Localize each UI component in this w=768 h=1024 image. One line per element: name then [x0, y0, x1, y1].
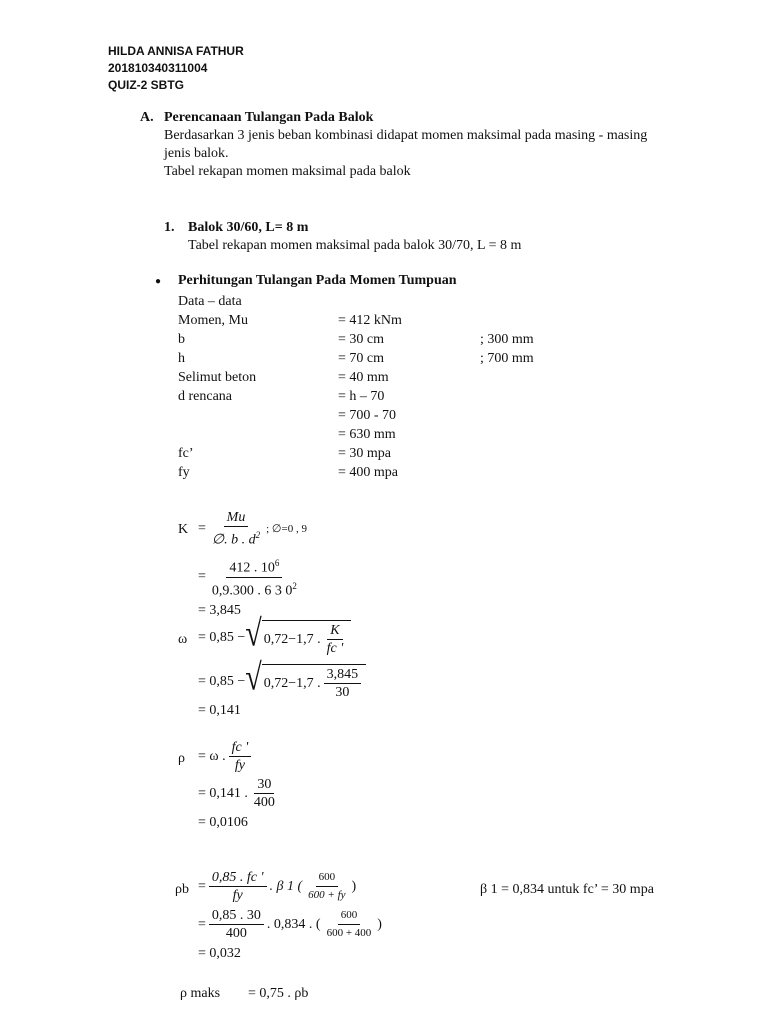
- data-row-value: = h – 70: [338, 389, 385, 404]
- k-phi: ; ∅=0 , 9: [266, 523, 307, 536]
- data-row-value: = 40 mm: [338, 370, 389, 385]
- bullet-icon: ●: [155, 276, 162, 287]
- item1-subtitle: Tabel rekapan momen maksimal pada balok 30/70, L = 8 m: [188, 238, 522, 253]
- k-fraction: [209, 510, 263, 548]
- rhob-substitution: = $\frac{0,85 . 30}{400}$ . 0,834 . ( $\frac{600}{600 + 400}$ ): [198, 908, 382, 941]
- data-row-label: h: [178, 351, 185, 366]
- section-a-para-line2: jenis balok.: [164, 146, 229, 161]
- data-row-value: = 30 cm: [338, 332, 384, 347]
- k-fraction-2: [209, 556, 300, 598]
- data-row-label: d rencana: [178, 389, 233, 404]
- k-result: = 3,845: [198, 603, 241, 618]
- data-row-extra: ; 300 mm: [480, 332, 534, 347]
- data-heading: Data – data: [178, 294, 242, 309]
- sqrt-symbol: √ 0,72−1,7 . $\frac{3,845}{30}$: [245, 664, 366, 700]
- rho-maks-value: = 0,75 . ρb: [248, 986, 309, 1001]
- rhob-label: ρb: [175, 882, 189, 897]
- omega-label: ω: [178, 632, 188, 647]
- k-num: Mu: [224, 510, 249, 527]
- data-row-value: = 400 mpa: [338, 465, 398, 480]
- rho-label: ρ: [178, 751, 185, 766]
- data-row-value: = 412 kNm: [338, 313, 402, 328]
- data-row-label: fc’: [178, 446, 194, 461]
- rho-substitution: = 0,141 . $\frac{30}{400}$: [198, 777, 275, 810]
- item1-title: Balok 30/60, L= 8 m: [188, 220, 309, 235]
- k-label: K: [178, 522, 189, 537]
- data-row-value: = 630 mm: [338, 427, 396, 442]
- quiz-label: QUIZ-2 SBTG: [108, 78, 185, 92]
- data-row-label: Momen, Mu: [178, 313, 248, 328]
- omega-substitution: = 0,85 − √ 0,72−1,7 . $\frac{3,845}{30}$: [198, 664, 366, 700]
- rhob-formula: = $\frac{0,85 . fc '}{fy}$ . β 1 ( $\frac{600}{600 + fy}$ ): [198, 870, 357, 903]
- sqrt-symbol: √ 0,72−1,7 . $\frac{K}{fc '}$: [245, 620, 351, 656]
- bullet1-title: Perhitungan Tulangan Pada Momen Tumpuan: [178, 273, 457, 288]
- student-name: HILDA ANNISA FATHUR: [108, 44, 244, 58]
- item1-marker: 1.: [164, 220, 175, 235]
- rhob-result: = 0,032: [198, 946, 241, 961]
- section-a-para-line1: Berdasarkan 3 jenis beban kombinasi didapat momen maksimal pada masing - masing: [164, 128, 648, 143]
- omega-formula: = 0,85 − √ 0,72−1,7 . $\frac{K}{fc '}$: [198, 620, 351, 656]
- section-a-para-line3: Tabel rekapan momen maksimal pada balok: [164, 164, 411, 179]
- data-row-value: = 30 mpa: [338, 446, 391, 461]
- beta-note: β 1 = 0,834 untuk fc’ = 30 mpa: [480, 882, 654, 897]
- data-row-extra: ; 700 mm: [480, 351, 534, 366]
- section-a-title: Perencanaan Tulangan Pada Balok: [164, 110, 374, 125]
- k-eq: =: [198, 520, 206, 536]
- data-row-value: = 70 cm: [338, 351, 384, 366]
- k-substitution: = $\frac{412 . 10^6}{0,9.300 . 6 3 0^2}$: [198, 556, 303, 598]
- rho-formula: = ω . $\frac{fc '}{fy}$: [198, 740, 254, 773]
- student-id: 201810340311004: [108, 61, 208, 75]
- data-row-label: fy: [178, 465, 190, 480]
- omega-result: = 0,141: [198, 703, 241, 718]
- rho-result: = 0,0106: [198, 815, 248, 830]
- k-den: ∅. b . $d^2$: [211, 530, 261, 548]
- k-den-2: 0,9.300 . 6 3 $0^2$: [211, 580, 297, 599]
- data-row-label: Selimut beton: [178, 370, 257, 385]
- k-formula: [198, 510, 307, 548]
- data-row-label: b: [178, 332, 185, 347]
- k-num-2: 412 . $10^6$: [226, 556, 282, 578]
- section-a-marker: A.: [140, 110, 154, 125]
- rho-maks-label: ρ maks: [180, 986, 221, 1001]
- data-row-value: = 700 - 70: [338, 408, 397, 423]
